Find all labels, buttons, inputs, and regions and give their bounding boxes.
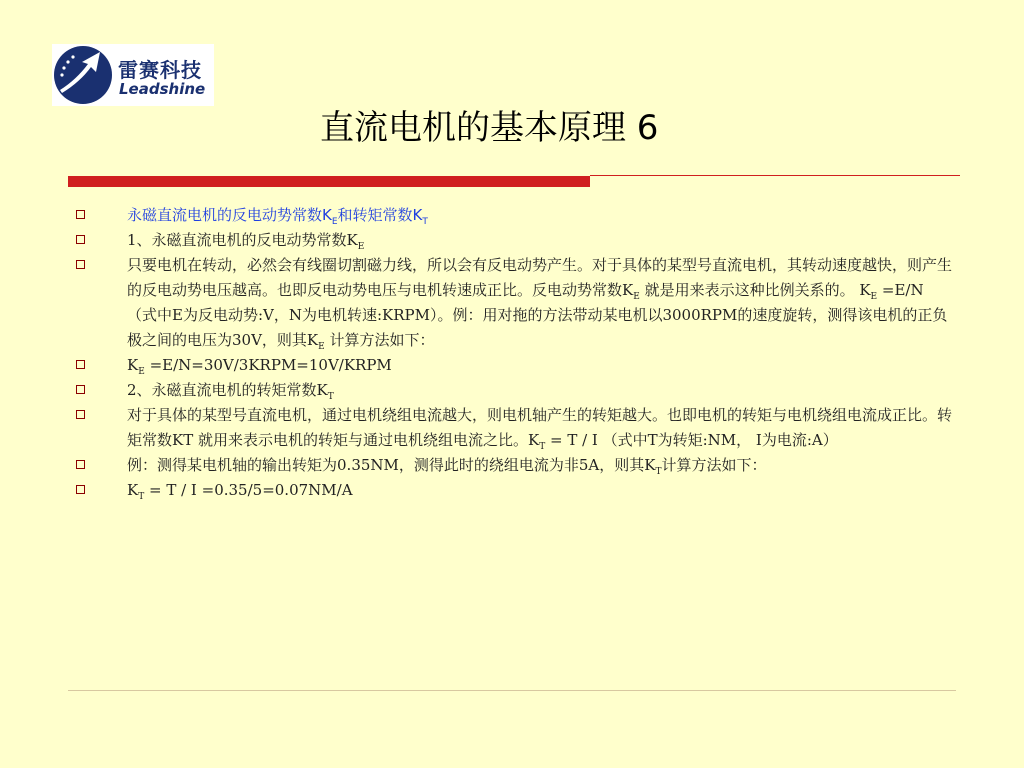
subscript: E: [138, 367, 145, 377]
title-underline-thick: [68, 176, 590, 187]
bullet-item: [74, 478, 954, 503]
bullet-text: K: [127, 481, 139, 499]
bullet-text: 例：测得某电机轴的输出转矩为0.35NM，测得此时的绕组电流为非5A，则其K: [127, 456, 656, 474]
slide-title: 直流电机的基本原理 6: [320, 108, 659, 148]
bullet-text: 永磁直流电机的反电动势常数K: [127, 206, 332, 224]
bullet-text: 就是用来表示这种比例关系的。 K: [639, 281, 871, 299]
square-bullet-icon: [76, 210, 85, 219]
square-bullet-icon: [76, 485, 85, 494]
bullet-text: 2、永磁直流电机的转矩常数K: [127, 381, 328, 399]
bullet-item: [74, 453, 954, 478]
subscript: T: [655, 467, 662, 477]
logo-swirl-icon: [52, 44, 118, 106]
bullet-text: 对于具体的某型号直流电机，通过电机绕组电流越大，则电机轴产生的转矩越大。也即电机的转矩与电机绕组电流成正比。转矩常数KT 就用来表示电机的转矩与通过电机绕组电流之比。K: [127, 406, 953, 449]
bullet-item: [74, 378, 954, 403]
subscript: T: [422, 217, 428, 227]
subscript: E: [357, 242, 365, 252]
bullet-item: [74, 253, 954, 353]
subscript: T: [327, 392, 334, 402]
subscript: E: [870, 292, 878, 302]
subscript: E: [318, 342, 325, 352]
footer-divider: [68, 690, 956, 691]
bullet-text: =E/N=30V/3KRPM=10V/KRPM: [144, 356, 392, 374]
logo-name-en: Leadshine: [119, 80, 206, 98]
subscript: E: [633, 292, 640, 302]
bullet-text: K: [127, 356, 139, 374]
square-bullet-icon: [76, 260, 85, 269]
bullet-item: [74, 203, 954, 228]
bullet-text: 只要电机在转动，必然会有线圈切割磁力线，所以会有反电动势产生。对于具体的某型号直流电机，其转动速度越快，则产生的反电动势电压越高。也即反电动势电压与电机转速成正比。反电动势常数K: [127, 256, 953, 299]
subscript: T: [138, 492, 145, 502]
logo-name-cn: 雷赛科技: [118, 58, 202, 82]
bullet-item: [74, 353, 954, 378]
subscript: T: [539, 442, 546, 452]
square-bullet-icon: [76, 360, 85, 369]
bullet-list: [74, 203, 954, 503]
square-bullet-icon: [76, 385, 85, 394]
subscript: E: [331, 217, 338, 227]
square-bullet-icon: [76, 460, 85, 469]
bullet-text: 计算方法如下：: [661, 456, 767, 474]
bullet-item: [74, 228, 954, 253]
bullet-item: [74, 403, 954, 453]
bullet-text: = T / I （式中T为转矩:NM， I为电流:A）: [545, 431, 838, 449]
leadshine-logo: [52, 44, 214, 106]
bullet-text: 和转矩常数K: [337, 206, 423, 224]
bullet-text: 1、永磁直流电机的反电动势常数K: [127, 231, 358, 249]
square-bullet-icon: [76, 235, 85, 244]
bullet-text: =E/N （式中E为反电动势:V，N为电机转速:KRPM）。例：用对拖的方法带动某电机以3000RPM的速度旋转，测得该电机的正负极之间的电压为30V，则其K: [127, 281, 948, 349]
square-bullet-icon: [76, 410, 85, 419]
bullet-text: 计算方法如下：: [324, 331, 435, 349]
title-underline-thin: [590, 175, 960, 176]
bullet-text: = T / I =0.35/5=0.07NM/A: [144, 481, 353, 499]
